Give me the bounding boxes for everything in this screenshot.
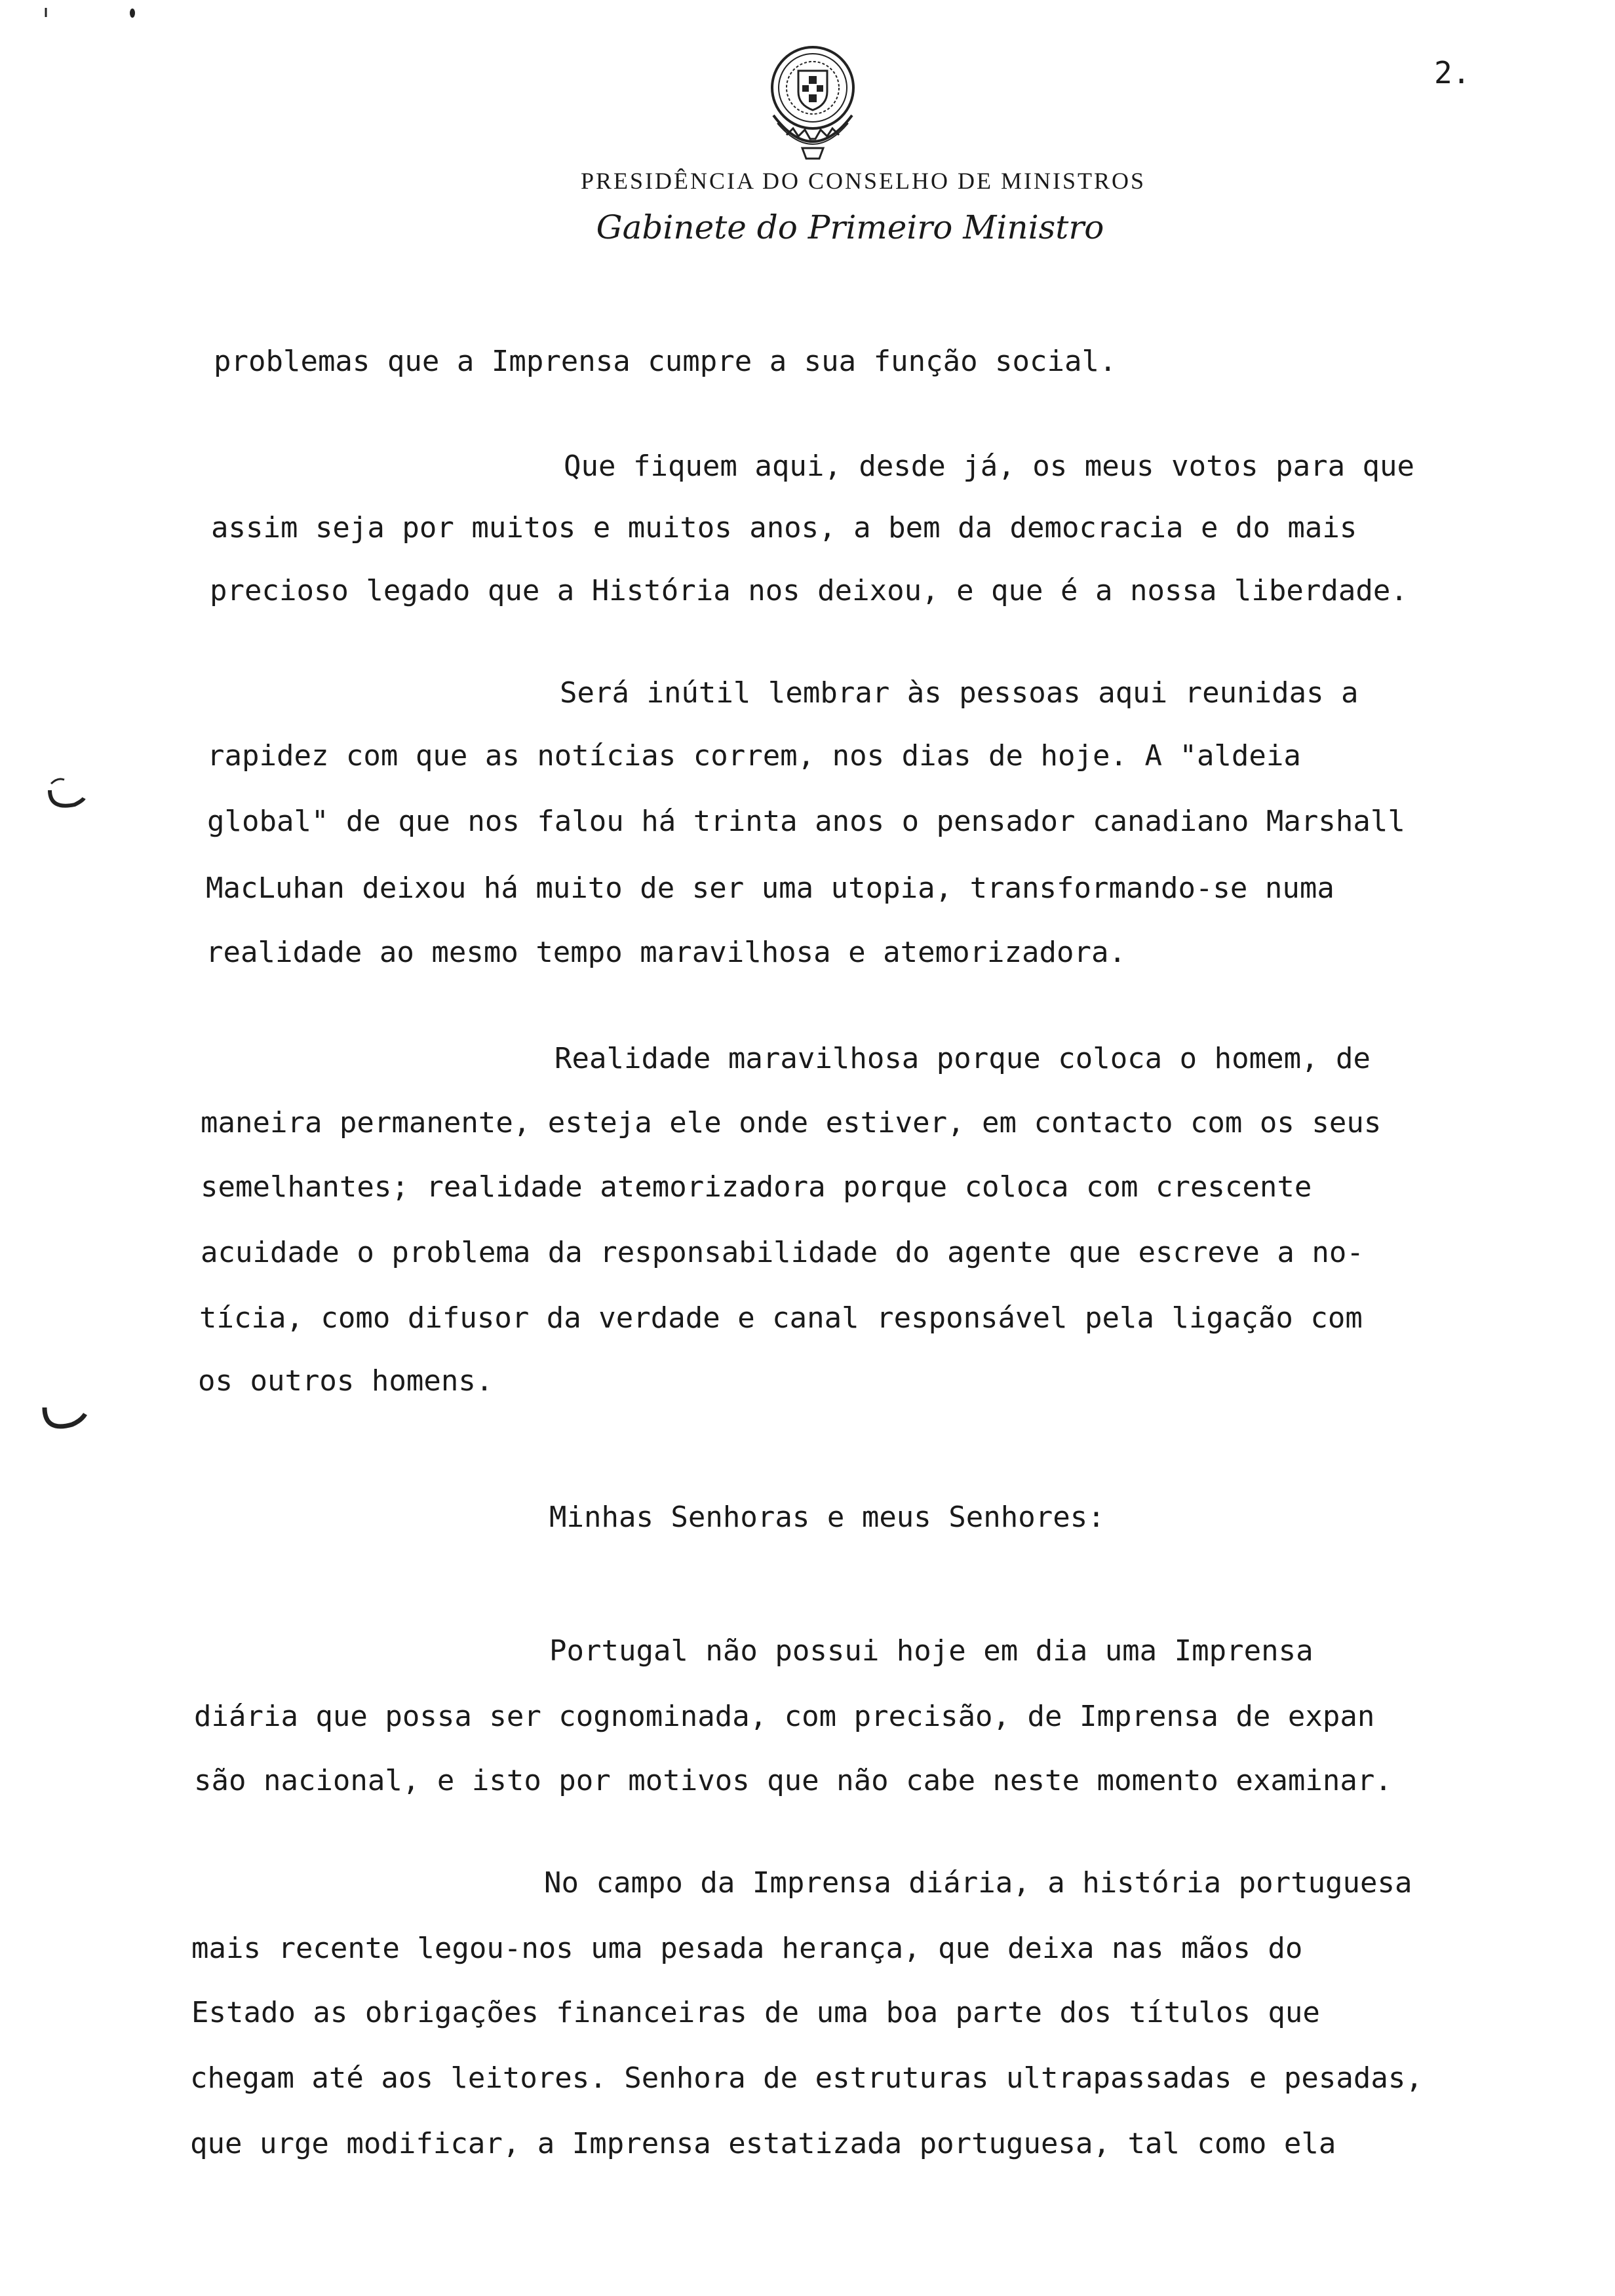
body-line: assim seja por muitos e muitos anos, a bem da democracia e do mais	[211, 511, 1357, 545]
body-line: precioso legado que a História nos deixou, e que é a nossa liberdade.	[210, 574, 1408, 607]
salutation-line: Minhas Senhoras e meus Senhores:	[549, 1501, 1105, 1534]
body-line: tícia, como difusor da verdade e canal responsável pela ligação com	[199, 1301, 1363, 1335]
body-line: rapidez com que as notícias correm, nos dias de hoje. A "aldeia	[207, 739, 1301, 773]
coat-of-arms-seal	[747, 37, 878, 168]
letterhead-title: PRESIDÊNCIA DO CONSELHO DE MINISTROS	[580, 168, 1146, 194]
binder-hole-mark	[45, 772, 90, 818]
body-line: problemas que a Imprensa cumpre a sua função social.	[214, 345, 1117, 378]
body-line: Estado as obrigações financeiras de uma boa parte dos títulos que	[191, 1996, 1320, 2029]
body-line: global" de que nos falou há trinta anos o pensador canadiano Marshall	[207, 805, 1405, 838]
page-number: 2.	[1434, 55, 1471, 90]
body-line: semelhantes; realidade atemorizadora porque coloca com crescente	[201, 1170, 1312, 1204]
body-line: No campo da Imprensa diária, a história portuguesa	[544, 1866, 1412, 1900]
body-line: que urge modificar, a Imprensa estatizada portuguesa, tal como ela	[190, 2127, 1336, 2160]
body-line: mais recente legou-nos uma pesada herança, que deixa nas mãos do	[191, 1932, 1303, 1965]
body-line: diária que possa ser cognominada, com precisão, de Imprensa de expan	[194, 1700, 1375, 1733]
body-line: realidade ao mesmo tempo maravilhosa e atemorizadora.	[206, 936, 1126, 969]
body-line: Realidade maravilhosa porque coloca o homem, de	[555, 1042, 1371, 1075]
letterhead-subtitle: Gabinete do Primeiro Ministro	[596, 208, 1104, 246]
body-line: os outros homens.	[198, 1364, 494, 1398]
body-line: Que fiquem aqui, desde já, os meus votos para que	[564, 450, 1415, 483]
body-line: são nacional, e isto por motivos que não cabe neste momento examinar.	[194, 1764, 1392, 1797]
body-line: Portugal não possui hoje em dia uma Imprensa	[549, 1634, 1313, 1668]
scan-speck-marks	[43, 5, 142, 20]
binder-hole-mark	[39, 1402, 92, 1442]
body-line: maneira permanente, esteja ele onde estiver, em contacto com os seus	[201, 1106, 1382, 1139]
body-line: Será inútil lembrar às pessoas aqui reunidas a	[560, 676, 1359, 710]
body-line: acuidade o problema da responsabilidade do agente que escreve a no-	[201, 1236, 1364, 1269]
body-line: chegam até aos leitores. Senhora de estruturas ultrapassadas e pesadas,	[190, 2061, 1423, 2095]
body-line: MacLuhan deixou há muito de ser uma utopia, transformando-se numa	[206, 871, 1334, 905]
